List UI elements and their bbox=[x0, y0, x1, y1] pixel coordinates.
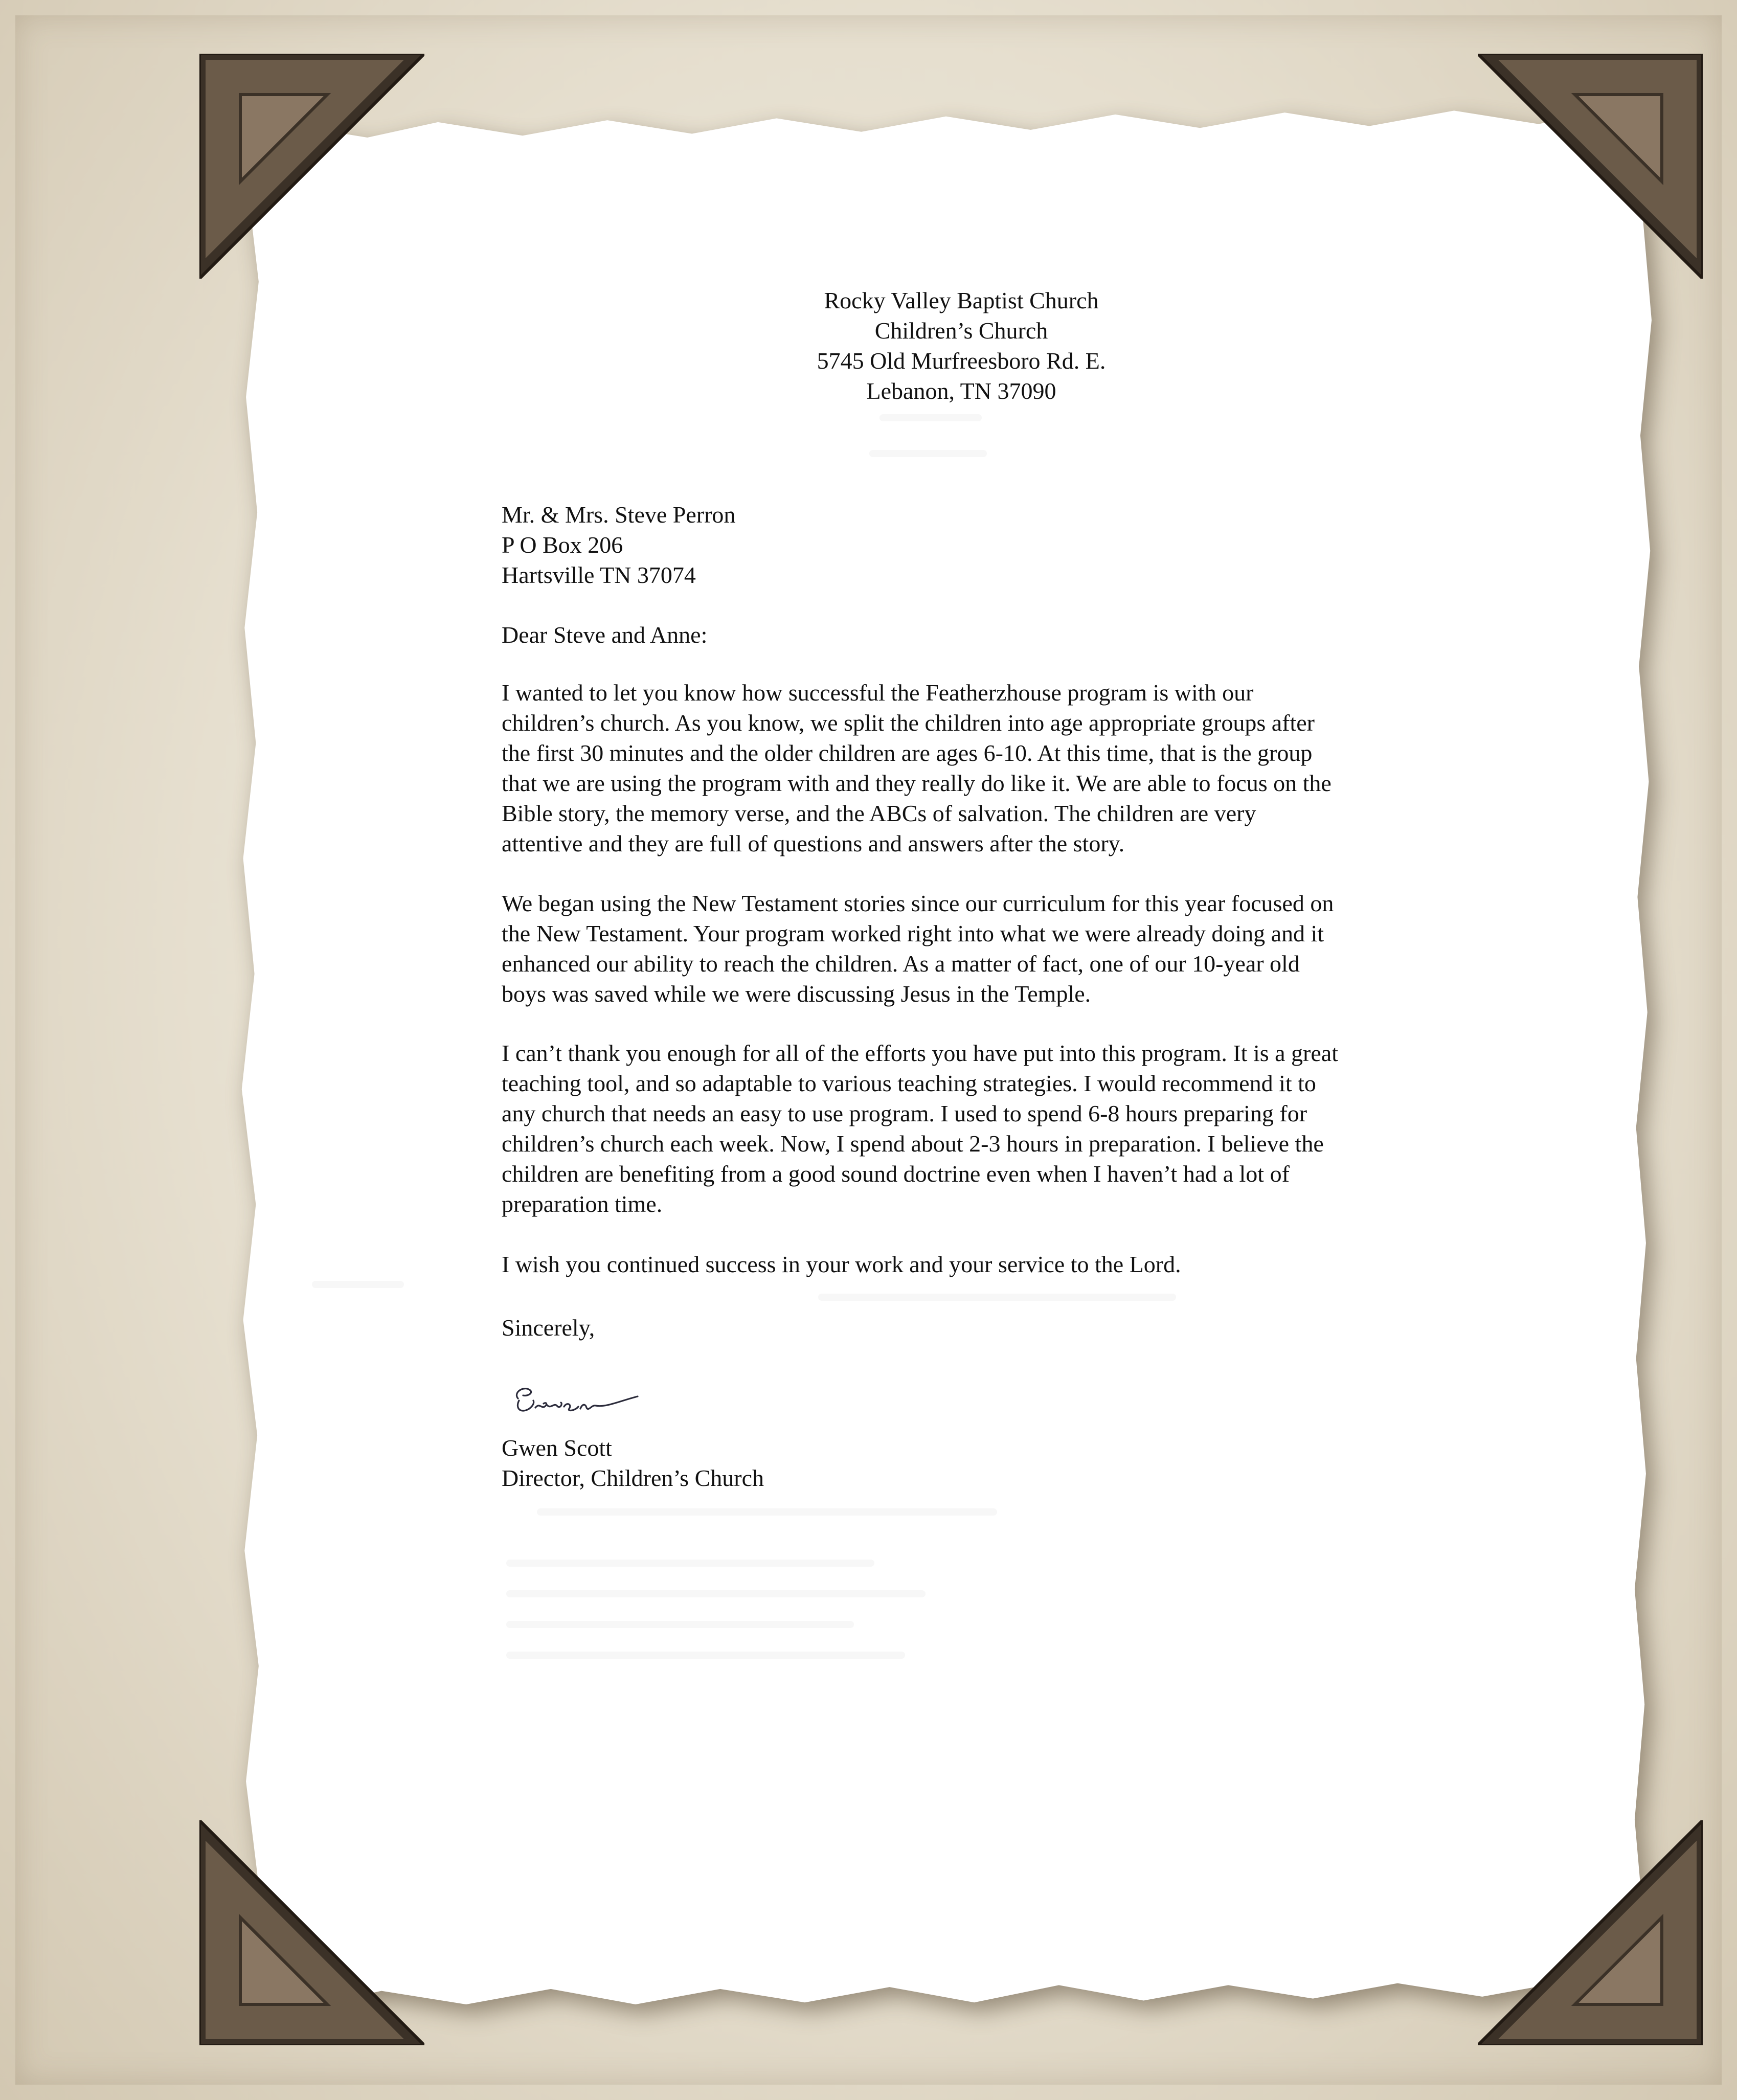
handwritten-signature bbox=[504, 1378, 647, 1424]
scan-artifact bbox=[506, 1621, 854, 1628]
letterhead-street: 5745 Old Murfreesboro Rd. E. bbox=[817, 348, 1106, 374]
scan-artifact bbox=[537, 1508, 997, 1516]
paragraph-line: I wanted to let you know how successful the Featherzhouse program is with our bbox=[502, 680, 1254, 706]
scan-artifact bbox=[879, 414, 982, 421]
scan-artifact bbox=[312, 1281, 404, 1288]
paragraph-1 bbox=[502, 678, 1422, 859]
signer-block bbox=[502, 1433, 1437, 1493]
recipient-block bbox=[502, 500, 1437, 590]
paragraph-line: that we are using the program with and they really do like it. We are able to focus on the bbox=[502, 770, 1332, 796]
paragraph-line: attentive and they are full of questions and answers after the story. bbox=[502, 830, 1125, 856]
recipient-name: Mr. & Mrs. Steve Perron bbox=[502, 502, 736, 528]
scan-artifact bbox=[506, 1652, 905, 1659]
signer-title: Director, Children’s Church bbox=[502, 1465, 764, 1491]
paragraph-line: children’s church each week. Now, I spend about 2-3 hours in preparation. I believe the bbox=[502, 1131, 1324, 1157]
paragraph-line: any church that needs an easy to use program. I used to spend 6-8 hours preparing for bbox=[502, 1100, 1307, 1126]
photo-corner-top-left bbox=[199, 54, 424, 279]
signature-scribble bbox=[504, 1378, 647, 1424]
paragraph-4 bbox=[502, 1249, 1422, 1279]
paragraph-line: the first 30 minutes and the older children are ages 6-10. At this time, that is the group bbox=[502, 740, 1313, 766]
paragraph-line: I can’t thank you enough for all of the efforts you have put into this program. It is a great bbox=[502, 1040, 1338, 1066]
paragraph-line: teaching tool, and so adaptable to various teaching strategies. I would recommend it to bbox=[502, 1070, 1316, 1096]
scan-artifact bbox=[506, 1590, 926, 1597]
photo-corner-bottom-right bbox=[1478, 1820, 1703, 2045]
letterhead-church-name: Rocky Valley Baptist Church bbox=[824, 287, 1099, 313]
letterhead bbox=[736, 285, 1186, 406]
paragraph-3 bbox=[502, 1038, 1422, 1219]
letterhead-department: Children’s Church bbox=[874, 318, 1048, 344]
paragraph-line: Bible story, the memory verse, and the ABCs of salvation. The children are very bbox=[502, 800, 1256, 826]
photo-corner-bottom-left bbox=[199, 1820, 424, 2045]
photo-corner-top-right bbox=[1478, 54, 1703, 279]
paragraph-line: I wish you continued success in your work and your service to the Lord. bbox=[502, 1251, 1181, 1277]
paragraph-line: enhanced our ability to reach the children. As a matter of fact, one of our 10-year old bbox=[502, 951, 1300, 977]
scan-artifact bbox=[818, 1294, 1176, 1301]
signer-name: Gwen Scott bbox=[502, 1435, 612, 1461]
paragraph-line: boys was saved while we were discussing Jesus in the Temple. bbox=[502, 981, 1091, 1007]
scan-artifact bbox=[869, 450, 987, 457]
paragraph-line: children are benefiting from a good sound doctrine even when I haven’t had a lot of bbox=[502, 1161, 1290, 1187]
paragraph-2 bbox=[502, 888, 1422, 1009]
paragraph-line: the New Testament. Your program worked right into what we were already doing and it bbox=[502, 920, 1324, 946]
recipient-address-line1: P O Box 206 bbox=[502, 532, 623, 558]
paragraph-line: preparation time. bbox=[502, 1191, 663, 1217]
paragraph-line: children’s church. As you know, we split the children into age appropriate groups after bbox=[502, 710, 1315, 736]
scan-artifact bbox=[506, 1560, 874, 1567]
paragraph-line: We began using the New Testament stories since our curriculum for this year focused on bbox=[502, 890, 1334, 916]
closing: Sincerely, bbox=[502, 1315, 595, 1341]
letterhead-city: Lebanon, TN 37090 bbox=[866, 378, 1056, 404]
recipient-address-line2: Hartsville TN 37074 bbox=[502, 562, 696, 588]
salutation: Dear Steve and Anne: bbox=[502, 622, 708, 648]
